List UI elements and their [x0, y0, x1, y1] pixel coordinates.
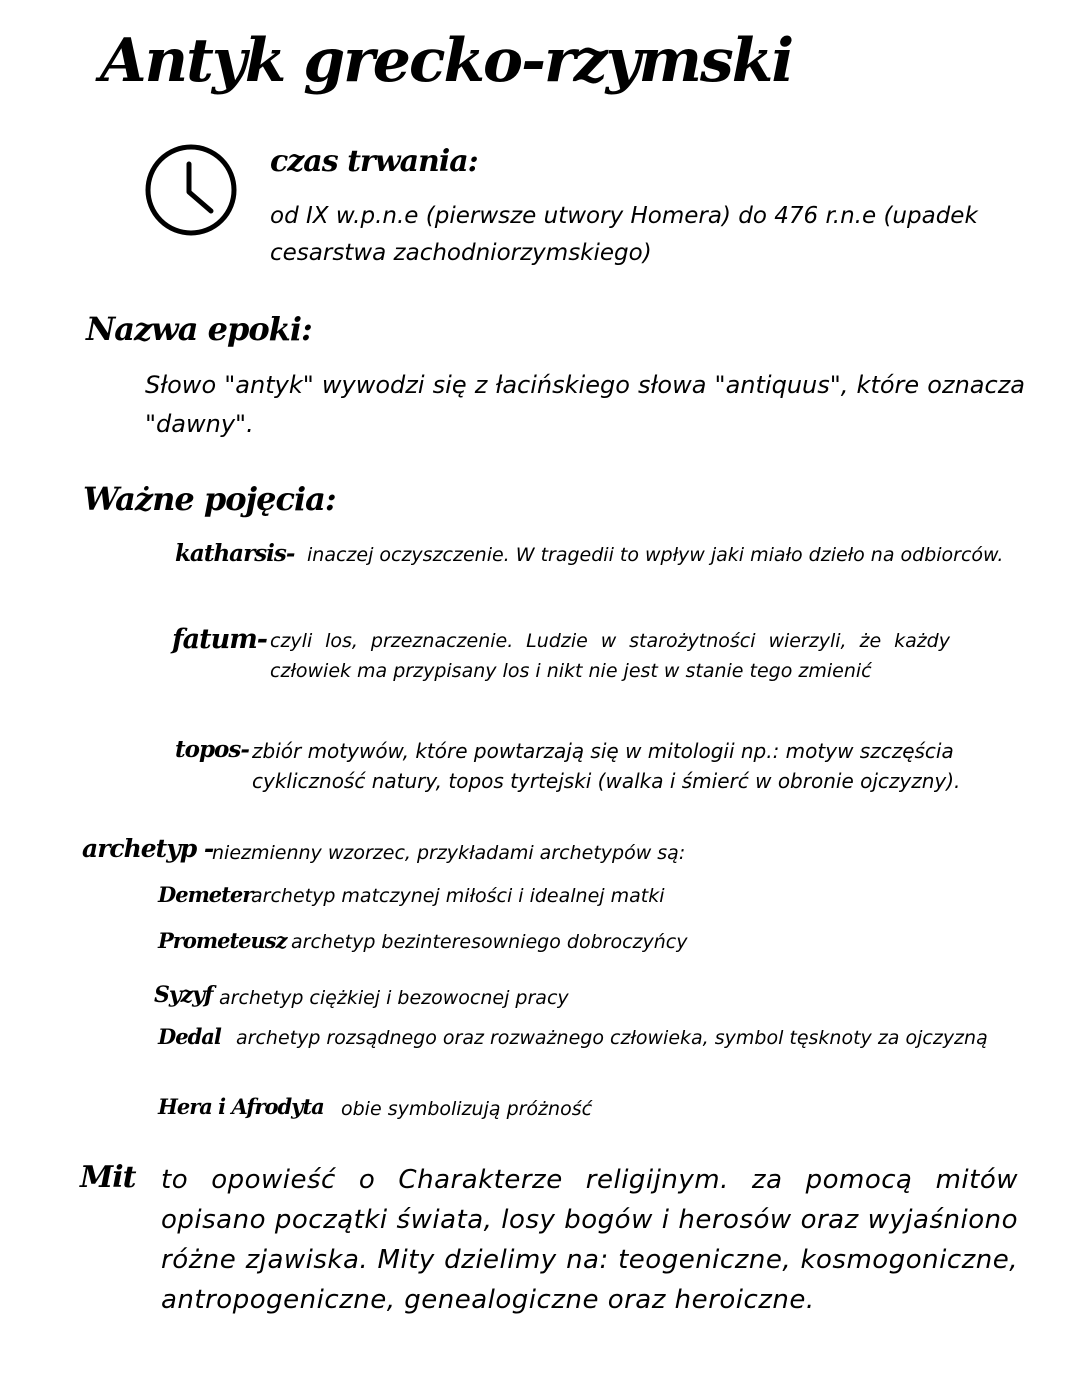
czas-trwania-label: czas trwania: [270, 144, 478, 179]
archetype-name: Syzyf [154, 982, 213, 1008]
wazne-pojecia-label: Ważne pojęcia: [83, 480, 336, 518]
archetype-description: archetyp rozsądnego oraz rozważnego człowieka, symbol tęsknoty za ojczyzną [236, 1027, 988, 1049]
definition-fatum: czyli los, przeznaczenie. Ludzie w starożytności wierzyli, że każdy człowiek ma przypisany los i nikt nie jest w stanie tego zmienić [270, 630, 950, 682]
archetype-name: Hera i Afrodyta [158, 1094, 324, 1119]
archetype-description: obie symbolizują próżność [341, 1098, 593, 1120]
definition-archetyp: niezmienny wzorzec, przykładami archetypów są: [212, 842, 686, 864]
term-fatum: fatum- [172, 624, 267, 655]
archetype-description: archetyp bezinteresowniego dobroczyńcy [291, 931, 688, 953]
definition-topos: zbiór motywów, które powtarzają się w mitologii np.: motyw szczęścia cykliczność natury, topos tyrtejski (walka i śmierć w obronie ojczyzny). [252, 739, 961, 793]
archetype-name: Demeter [158, 882, 253, 907]
term-mit: Mit [80, 1160, 136, 1195]
term-archetyp: archetyp - [82, 834, 214, 863]
nazwa-epoki-text: Słowo "antyk" wywodzi się z łacińskiego słowa "antiquus", które oznacza "dawny". [145, 371, 1025, 438]
nazwa-epoki-label: Nazwa epoki: [86, 310, 312, 348]
definition-katharsis: inaczej oczyszczenie. W tragedii to wpływ jaki miało dzieło na odbiorców. [307, 544, 1004, 566]
term-katharsis: katharsis- [175, 540, 295, 567]
term-topos: topos- [175, 736, 249, 763]
archetype-description: archetyp matczynej miłości i idealnej matki [251, 885, 665, 907]
archetype-description: archetyp ciężkiej i bezowocnej pracy [219, 987, 569, 1009]
definition-mit: to opowieść o Charakterze religijnym. za pomocą mitów opisano początki świata, losy bogów i herosów oraz wyjaśniono różne zjawiska. Mity dzielimy na: teogeniczne, kosmogoniczne, antropogeniczne, genealogiczne oraz heroiczne. [161, 1165, 1018, 1315]
czas-trwania-text: od IX w.p.n.e (pierwsze utwory Homera) do 476 r.n.e (upadek cesarstwa zachodniorzymskiego) [270, 203, 978, 266]
page-title: Antyk grecko-rzymski [100, 26, 793, 96]
archetype-name: Dedal [158, 1024, 221, 1049]
clock-icon [143, 142, 239, 238]
archetype-name: Prometeusz [158, 928, 287, 953]
